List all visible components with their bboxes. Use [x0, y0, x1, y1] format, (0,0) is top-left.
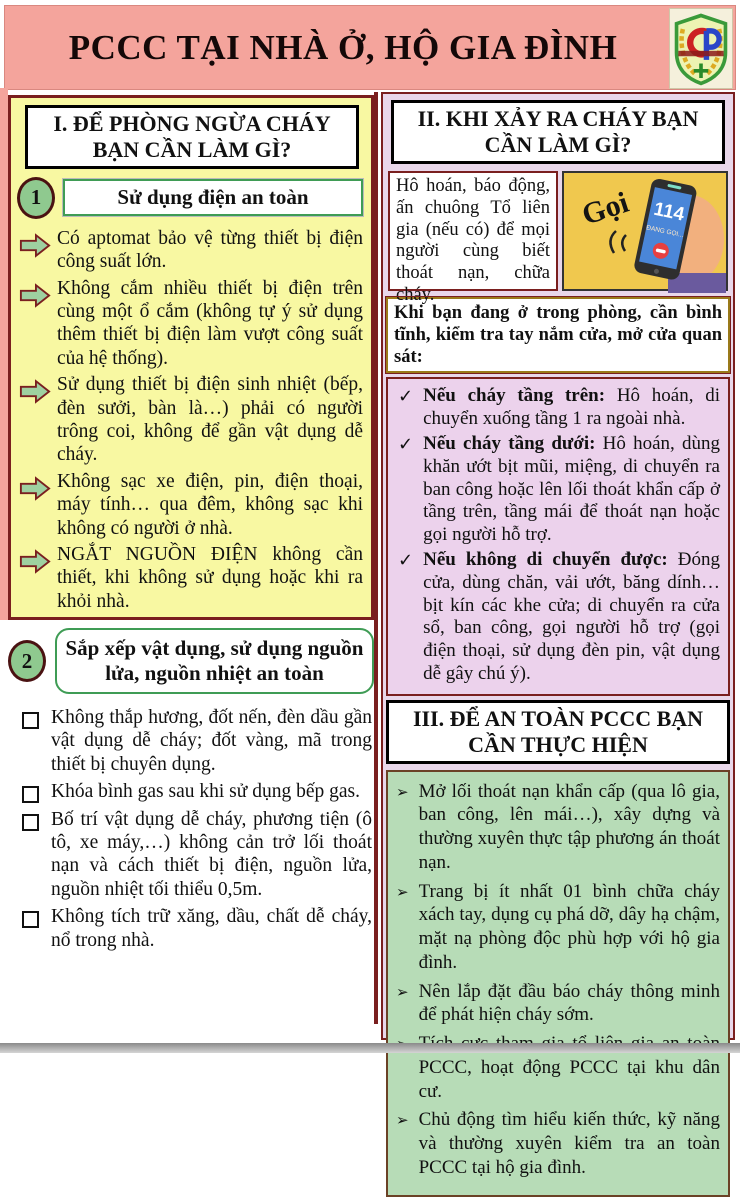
- phone-call-icon: [564, 173, 726, 289]
- call-label: Gọi: [577, 185, 633, 232]
- list-item: [17, 543, 363, 613]
- check-icon: ✓: [398, 550, 414, 572]
- part1-number-badge: 1: [17, 177, 55, 219]
- alert-text: Hô hoán, báo động, ấn chuông Tổ liên gia (nếu có) để mọi người cùng biết thoát nạn, chữa cháy.: [388, 171, 558, 291]
- list-item-text: [423, 385, 720, 431]
- list-item: [392, 1108, 720, 1179]
- part1-title: Sử dụng điện an toàn: [63, 179, 363, 216]
- checkbox-icon: [22, 712, 39, 729]
- case-text: Hô hoán, dùng khăn ướt bịt mũi, miệng, di chuyển ra ban công hoặc lên lối thoát khẩn cấp ở tầng trên, tầng mái để thoát nạn hoặc gọi người hỗ trợ.: [423, 433, 720, 546]
- list-item-text: Không thắp hương, đốt nến, đèn dầu gần vật dụng dễ cháy; đốt vàng, mã trong thiết bị chuyên dụng.: [51, 707, 372, 775]
- case-label: Nếu cháy tầng trên:: [423, 385, 606, 407]
- list-item-text: Không cắm nhiều thiết bị điện trên cùng một ổ cắm (không tự ý sử dụng thêm thiết bị điện làm vượt công suất của hệ thống).: [57, 277, 363, 369]
- list-item-text: PCCC, hoạt động PCCC tại khu dân cư.: [418, 1056, 720, 1102]
- check-icon: ✓: [398, 386, 414, 408]
- left-edge-strip: [0, 88, 8, 620]
- checkbox-icon: [22, 911, 39, 928]
- column-divider: [374, 92, 378, 1024]
- list-item: [17, 373, 363, 467]
- part2-number-badge: 2: [8, 640, 46, 682]
- case-label: Nếu không di chuyển được:: [423, 549, 668, 571]
- part1-title-row: [17, 177, 363, 219]
- phone-number: 114: [651, 198, 687, 226]
- list-item-text: Sử dụng thiết bị điện sinh nhiệt (bếp, đèn sưởi, bàn là…) phải có người trông coi, không để gần vật dụng dễ cháy.: [57, 374, 363, 466]
- checkbox-icon: [22, 814, 39, 831]
- section-prevention: [8, 95, 374, 620]
- list-item-text: Nên lắp đặt đầu báo cháy thông minh để phát hiện cháy sớm.: [418, 980, 720, 1026]
- poster-title: PCCC TẠI NHÀ Ở, HỘ GIA ĐÌNH: [68, 27, 618, 67]
- check-icon: ✓: [398, 434, 414, 456]
- arrow-right-icon: [19, 476, 51, 501]
- list-item-text: Có aptomat bảo vệ từng thiết bị điện công suất lớn.: [57, 227, 363, 273]
- list-item: [394, 549, 720, 686]
- list-item: [17, 227, 363, 274]
- list-item-text: Không sạc xe điện, pin, điện thoại, máy tính… qua đêm, không sạc khi không có người ở nhà.: [57, 470, 363, 539]
- checkbox-icon: [22, 786, 39, 803]
- section3-header: III. ĐỂ AN TOÀN PCCC BẠN CẦN THỰC HIỆN: [386, 700, 730, 764]
- part2-title-row: [8, 628, 374, 694]
- list-item: [394, 385, 720, 431]
- arrow-right-icon: [19, 283, 51, 308]
- shield-logo-icon: [672, 12, 730, 86]
- list-item-text: Khóa bình gas sau khi sử dụng bếp gas.: [51, 781, 360, 803]
- list-item-text: Mở lối thoát nạn khẩn cấp (qua lô gia, ban công, lên mái…), xây dựng và thường xuyên thực tập phương án thoát nạn.: [418, 780, 720, 873]
- list-item: [16, 808, 372, 902]
- section1-header: I. ĐỂ PHÒNG NGỪA CHÁY BẠN CẦN LÀM GÌ?: [25, 105, 359, 169]
- bottom-shadow-bar: [0, 1043, 740, 1053]
- calling-status: ĐANG GỌI...: [645, 224, 685, 239]
- section2-header: II. KHI XẢY RA CHÁY BẠN CẦN LÀM GÌ?: [391, 100, 725, 164]
- list-item: [394, 433, 720, 547]
- call-114-illustration: [562, 171, 728, 291]
- arrowhead-icon: ➢: [396, 782, 409, 801]
- alert-row: [388, 171, 728, 306]
- safety-panel: [386, 770, 730, 1197]
- case-text: Đóng cửa, dùng chăn, vải ướt, băng dính… bịt kín các khe cửa; di chuyển ra cửa sổ, ban công, gọi người hỗ trợ (gọi điện thoại, sử dụng đèn pin, vật dụng dễ gây chú ý).: [423, 549, 720, 685]
- arrow-right-icon: [19, 549, 51, 574]
- fire-cases-panel: [386, 377, 730, 695]
- part2-title: Sắp xếp vật dụng, sử dụng nguồn lửa, nguồn nhiệt an toàn: [55, 628, 374, 694]
- list-item-text: Bố trí vật dụng dễ cháy, phương tiện (ô tô, xe máy,…) không cản trở lối thoát nạn và cách thiết bị điện, nguồn lửa, nguồn nhiệt tối thiểu 0,5m.: [51, 808, 372, 900]
- in-room-note: Khi bạn đang ở trong phòng, cần bình tĩnh, kiểm tra tay nắm cửa, mở cửa quan sát:: [386, 297, 730, 374]
- list-item: [392, 880, 720, 975]
- arrowhead-icon: ➢: [396, 982, 409, 1001]
- list-item: [392, 980, 720, 1028]
- list-item: [392, 780, 720, 875]
- list-item-text: [423, 433, 720, 547]
- right-column: [381, 92, 735, 1178]
- case-text: Hô hoán, di chuyển xuống tầng 1 ra ngoài nhà.: [423, 385, 721, 430]
- arrowhead-icon: ➢: [396, 882, 409, 901]
- list-item: [17, 277, 363, 371]
- list-item: [17, 470, 363, 540]
- arrow-right-icon: [19, 379, 51, 404]
- list-item-text: [423, 549, 720, 686]
- pccc-logo: [669, 8, 733, 89]
- list-item-text: Không tích trữ xăng, dầu, chất dễ cháy, nổ trong nhà.: [51, 906, 372, 951]
- list-item: [16, 780, 372, 803]
- case-label: Nếu cháy tầng dưới:: [423, 433, 596, 455]
- arrow-right-icon: [19, 233, 51, 258]
- list-item-text: Chủ động tìm hiểu kiến thức, kỹ năng và thường xuyên kiểm tra an toàn PCCC tại hộ gia đình.: [418, 1109, 720, 1178]
- list-item-text: Trang bị ít nhất 01 bình chữa cháy xách tay, dụng cụ phá dỡ, dây hạ chậm, mặt nạ phòng độc phù hợp với hộ gia đình.: [418, 880, 720, 973]
- list-item-text: NGẮT NGUỒN ĐIỆN không cần thiết, khi không sử dụng hoặc khi ra khỏi nhà.: [57, 543, 363, 612]
- list-item: [16, 905, 372, 952]
- banner: [4, 5, 736, 90]
- list-item: [16, 706, 372, 776]
- part2-list: [16, 706, 372, 956]
- arrowhead-icon: ➢: [396, 1111, 409, 1130]
